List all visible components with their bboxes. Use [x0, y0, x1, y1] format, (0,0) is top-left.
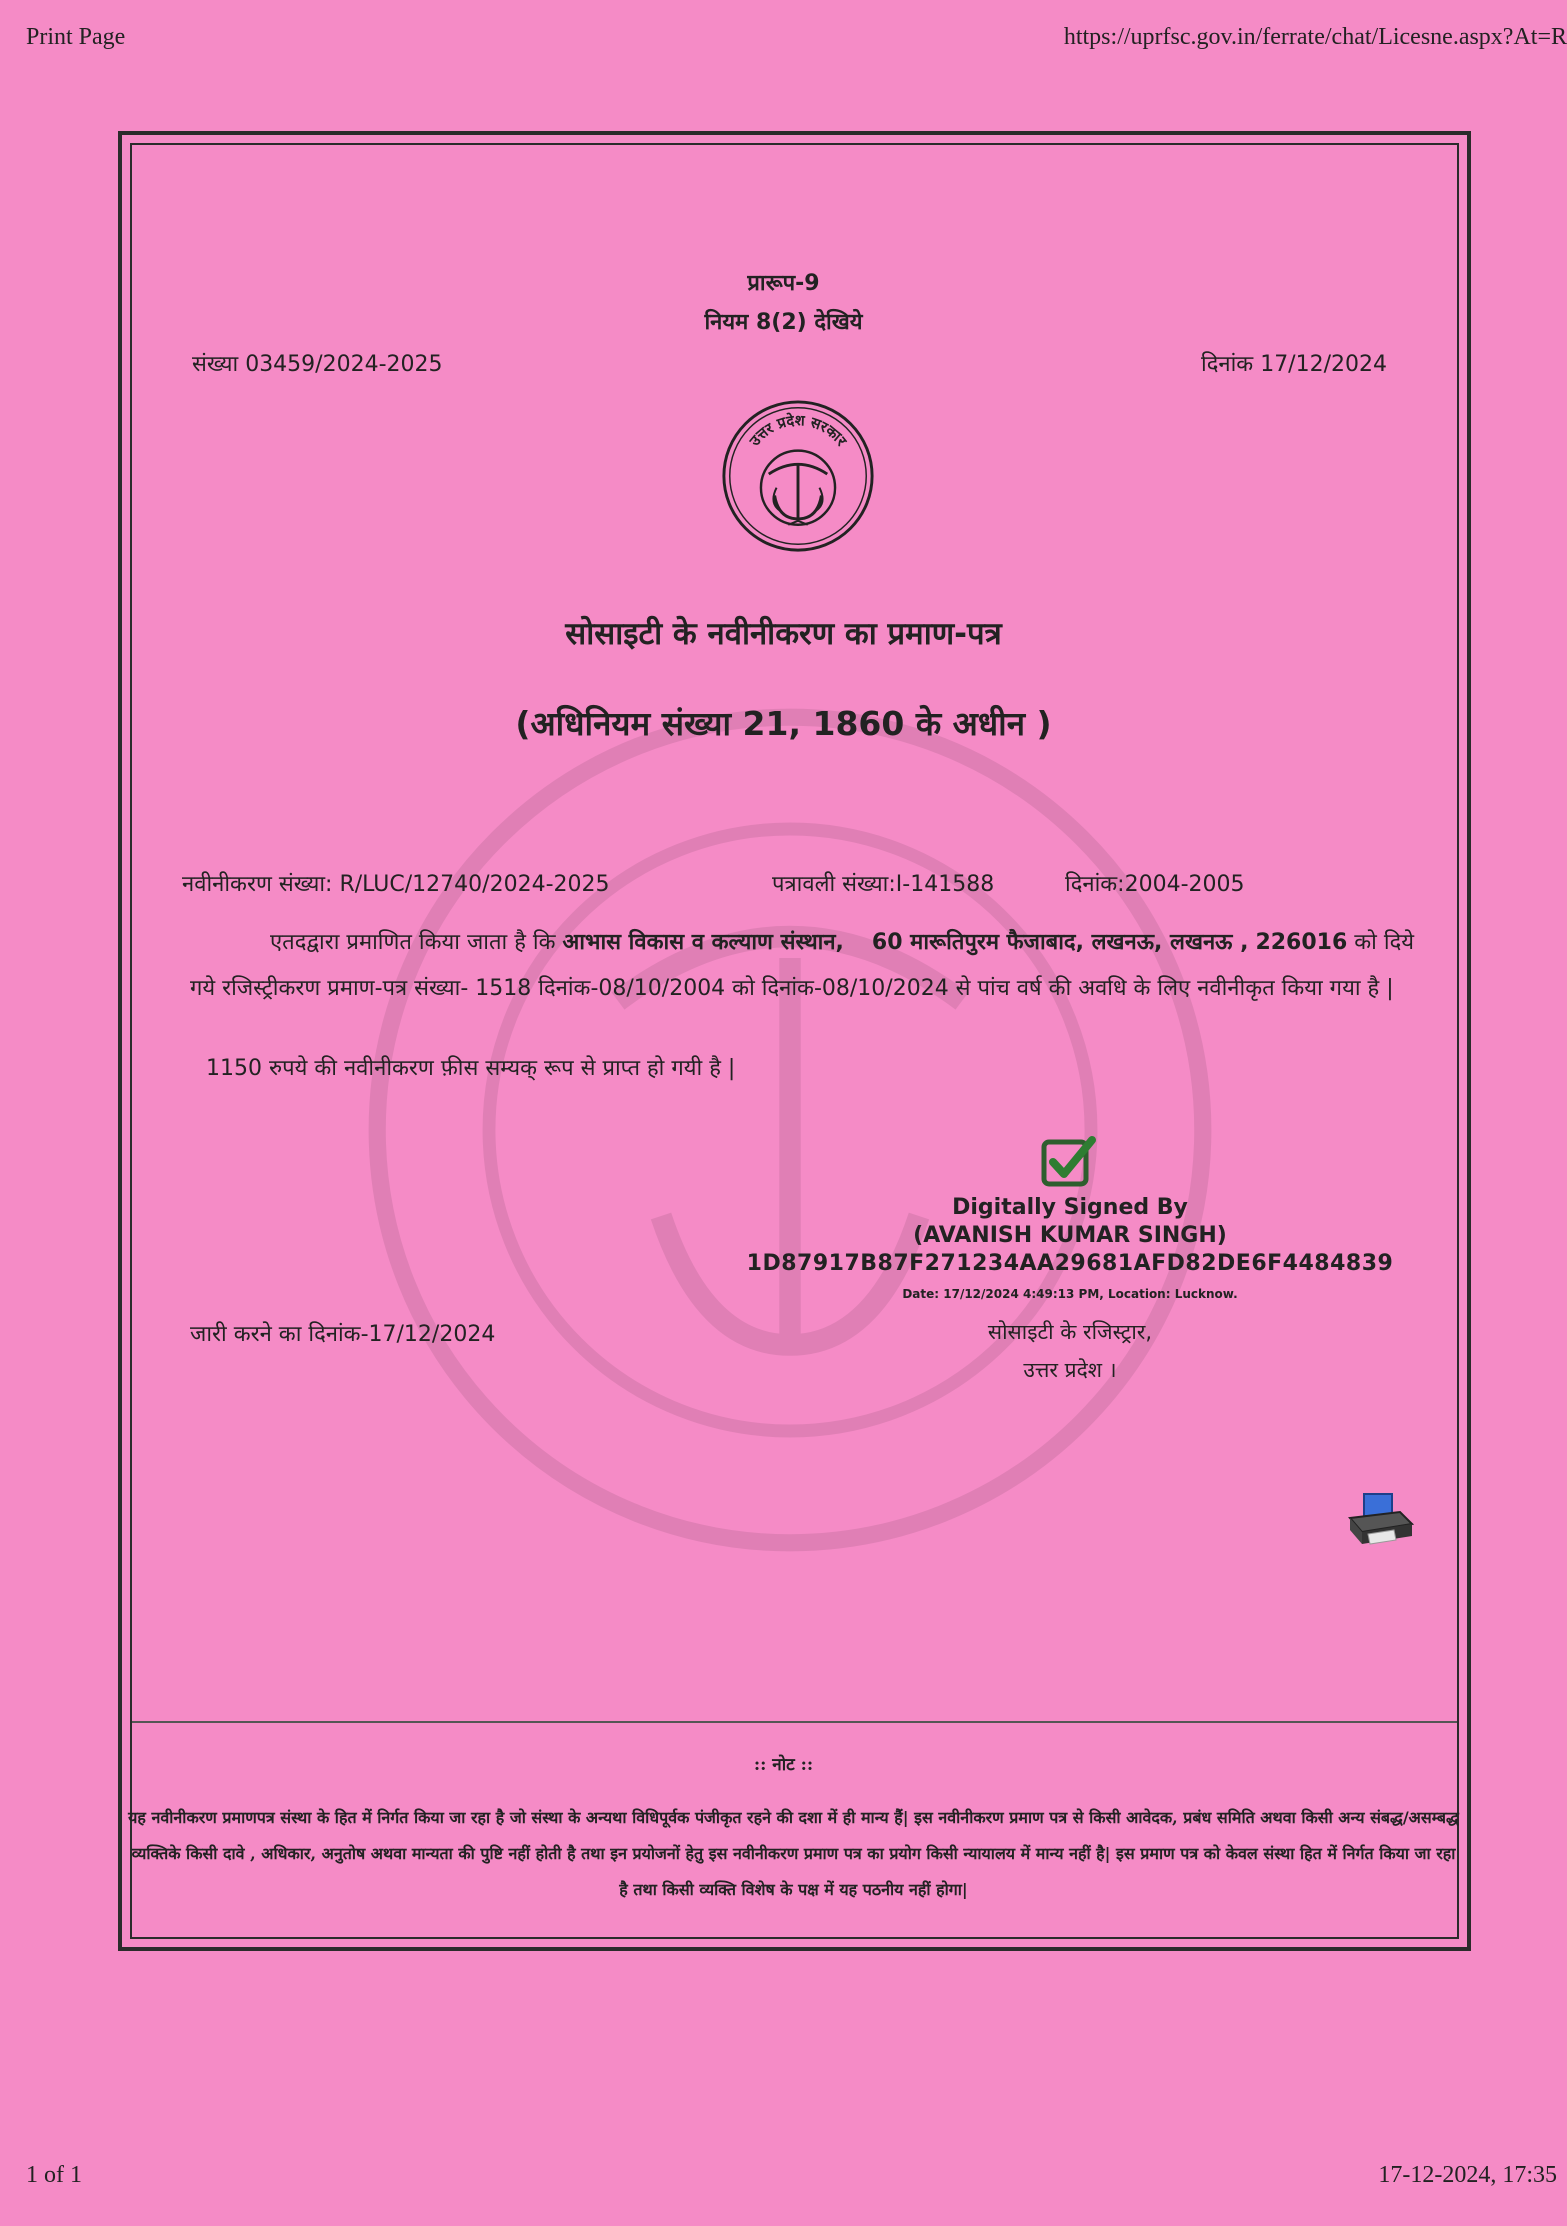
para-intro: एतदद्वारा प्रमाणित किया जाता है कि	[270, 930, 563, 955]
note-divider	[132, 1721, 1457, 1723]
note-text: यह नवीनीकरण प्रमाणपत्र संस्था के हित में निर्गत किया जा रहा है जो संस्था के अन्यथा विधिपूर्वक पंजीकृत रहने की दशा में ही मान्य हैं| इस नवीनीकरण प्रमाण पत्र से किसी आवेदक, प्रबंध समिति अथवा किसी अन्य संबद्ध/असम्बद्ध व्यक्तिके किसी दावे , अधिकार, अनुतोष अथवा मान्यता की पुष्टि नहीं होती है तथा इन प्रयोजनों हेतु इस नवीनीकरण प्रमाण पत्र का प्रयोग किसी न्यायालय में मान्य नहीं है| इस प्रमाण पत्र को केवल संस्था हित में निर्गत किया जा रहा है तथा किसी व्यक्ति विशेष के पक्ष में यह पठनीय नहीं होगा|	[128, 1808, 1459, 1899]
registrar-title: सोसाइटी के रजिस्ट्रार,	[987, 1320, 1153, 1344]
page-url: https://uprfsc.gov.in/ferrate/chat/Licesne.aspx?At=R	[1063, 24, 1567, 50]
up-government-emblem-icon	[720, 398, 876, 554]
printer-icon[interactable]	[1344, 1490, 1416, 1550]
emblem-watermark-icon	[360, 700, 1220, 1560]
society-address: 60 मारूतिपुरम फैजाबाद, लखनऊ, लखनऊ ,	[871, 930, 1249, 955]
certificate-title: सोसाइटी के नवीनीकरण का प्रमाण-पत्र	[565, 616, 1002, 652]
file-date: दिनांक:2004-2005	[1065, 872, 1245, 897]
society-pincode: 226016	[1255, 930, 1348, 955]
act-subtitle: (अधिनियम संख्या 21, 1860 के अधीन )	[515, 704, 1052, 743]
svg-text:उत्तर प्रदेश सरकार	[746, 411, 851, 450]
file-number: पत्रावली संख्या:I-141588	[772, 872, 995, 897]
certification-paragraph	[190, 920, 1416, 1012]
checkbox-checked-icon	[1040, 1134, 1098, 1188]
signature-hash: 1D87917B87F271234AA29681AFD82DE6F4484839	[746, 1251, 1394, 1276]
society-name: आभास विकास व कल्याण संस्थान,	[562, 930, 844, 955]
header-date: दिनांक 17/12/2024	[1201, 352, 1387, 377]
print-datetime: 17-12-2024, 17:35	[1378, 2162, 1557, 2188]
renewal-number: नवीनीकरण संख्या: R/LUC/12740/2024-2025	[182, 872, 610, 897]
registrar-state: उत्तर प्रदेश ।	[1023, 1358, 1117, 1382]
signatory-name: (AVANISH KUMAR SINGH)	[913, 1223, 1227, 1248]
print-page-label: Print Page	[26, 24, 126, 50]
fee-paragraph: 1150 रुपये की नवीनीकरण फ़ीस सम्यक् रूप से प्राप्त हो गयी है |	[206, 1056, 736, 1081]
page-count: 1 of 1	[26, 2162, 82, 2188]
issue-date: जारी करने का दिनांक-17/12/2024	[190, 1322, 496, 1347]
signature-title: Digitally Signed By	[952, 1195, 1188, 1220]
signature-date-location: Date: 17/12/2024 4:49:13 PM, Location: Lucknow.	[902, 1287, 1238, 1301]
rule-reference: नियम 8(2) देखिये	[704, 310, 863, 335]
serial-number: संख्या 03459/2024-2025	[192, 352, 443, 377]
note-heading: :: नोट ::	[753, 1755, 814, 1775]
para-rest: को दिये गये रजिस्ट्रीकरण प्रमाण-पत्र संख्या- 1518 दिनांक-08/10/2004 को दिनांक-08/10/2024 से पांच वर्ष की अवधि के लिए नवीनीकृत किया गया है |	[190, 930, 1415, 1001]
form-number: प्रारूप-9	[747, 271, 820, 296]
emblem-text: उत्तर प्रदेश सरकार	[746, 412, 850, 450]
